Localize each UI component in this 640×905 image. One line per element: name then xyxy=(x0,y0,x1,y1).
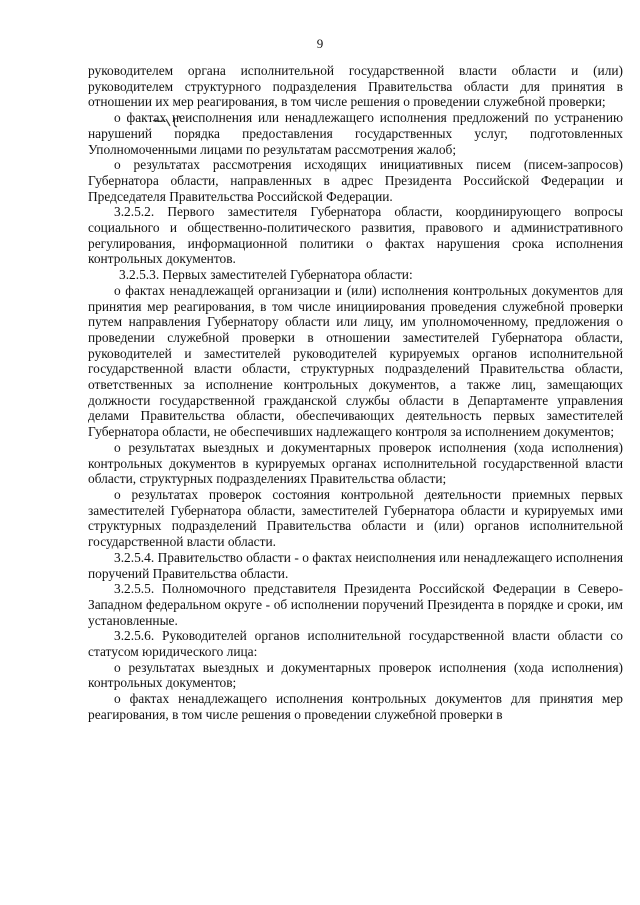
paragraph-initiative-letters: о результатах рассмотрения исходящих инициативных писем (писем-запросов) Губернатора области, направленных в адрес Президента Российской Федерации и Председателя Правительства Российской Федерации. xyxy=(88,157,623,204)
paragraph-reception-inspections: о результатах проверок состояния контрольной деятельности приемных первых заместителей Губернатора области, заместителей Губернатора области и курируемых ими структурных подразделений Правительства области и (или) органов исполнительной государственной власти области. xyxy=(88,486,623,550)
paragraph-3-2-5-4: 3.2.5.4. Правительство области - о фактах неисполнения или ненадлежащего исполнения поручений Правительства области. xyxy=(88,549,623,581)
paragraph-improper-organization: о фактах ненадлежащей организации и (или) исполнения контрольных документов для принятия мер реагирования, в том числе инициирования проведения служебной проверки путем направления Губернатору области или лицу, им уполномоченному, предложения о проведении служебной проверки в отношении заместителей Губернатора области, руководителей и заместителей руководителей курируемых органов исполнительной государственной власти области, структурных подразделений Правительства области, ответственных за исполнение контрольных документов, а также лиц, замещающих должности государственной гражданской службы области в Департаменте управления делами Правительства области, обеспечивающих деятельность первых заместителей Губернатора области, не обеспечивших надлежащего контроля за исполнением документов; xyxy=(88,282,623,440)
paragraph-complaints-facts: о фактах неисполнения или ненадлежащего исполнения предложений по устранению нарушений порядка предоставления государственных услуг, подготовленных Уполномоченными лицами по результатам рассмотрения жалоб; xyxy=(88,110,623,157)
paragraph-3-2-5-5: 3.2.5.5. Полномочного представителя Президента Российской Федерации в Северо-Западном федеральном округе - об исполнении поручений Президента в порядке и сроки, им установленные. xyxy=(88,581,623,628)
paragraph-continuation: руководителем органа исполнительной государственной власти области и (или) руководителем структурного подразделения Правительства области для принятия в отношении их мер реагирования, в том числе решения о проведении служебной проверки; xyxy=(88,63,623,110)
paragraph-3-2-5-6: 3.2.5.6. Руководителей органов исполнительной государственной власти области со статусом юридического лица: xyxy=(88,628,623,660)
paragraph-3-2-5-2: 3.2.5.2. Первого заместителя Губернатора области, координирующего вопросы социального и общественно-политического развития, правового и административного регулирования, информационной политики о фактах нарушения срока исполнения контрольных документов. xyxy=(88,204,623,267)
paragraph-3-2-5-3-heading: 3.2.5.3. Первых заместителей Губернатора области: xyxy=(119,267,413,283)
page-number: 9 xyxy=(316,36,324,51)
paragraph-document-inspections: о результатах выездных и документарных проверок исполнения (хода исполнения) контрольных документов; xyxy=(88,659,623,691)
document-body xyxy=(88,63,623,723)
paragraph-inspection-results: о результатах выездных и документарных проверок исполнения (хода исполнения) контрольных документов в курируемых органах исполнительной государственной власти области, структурных подразделениях Правительства области; xyxy=(88,439,623,487)
paragraph-improper-execution: о фактах ненадлежащего исполнения контрольных документов для принятия мер реагирования, в том числе решения о проведении служебной проверки в xyxy=(88,691,623,722)
